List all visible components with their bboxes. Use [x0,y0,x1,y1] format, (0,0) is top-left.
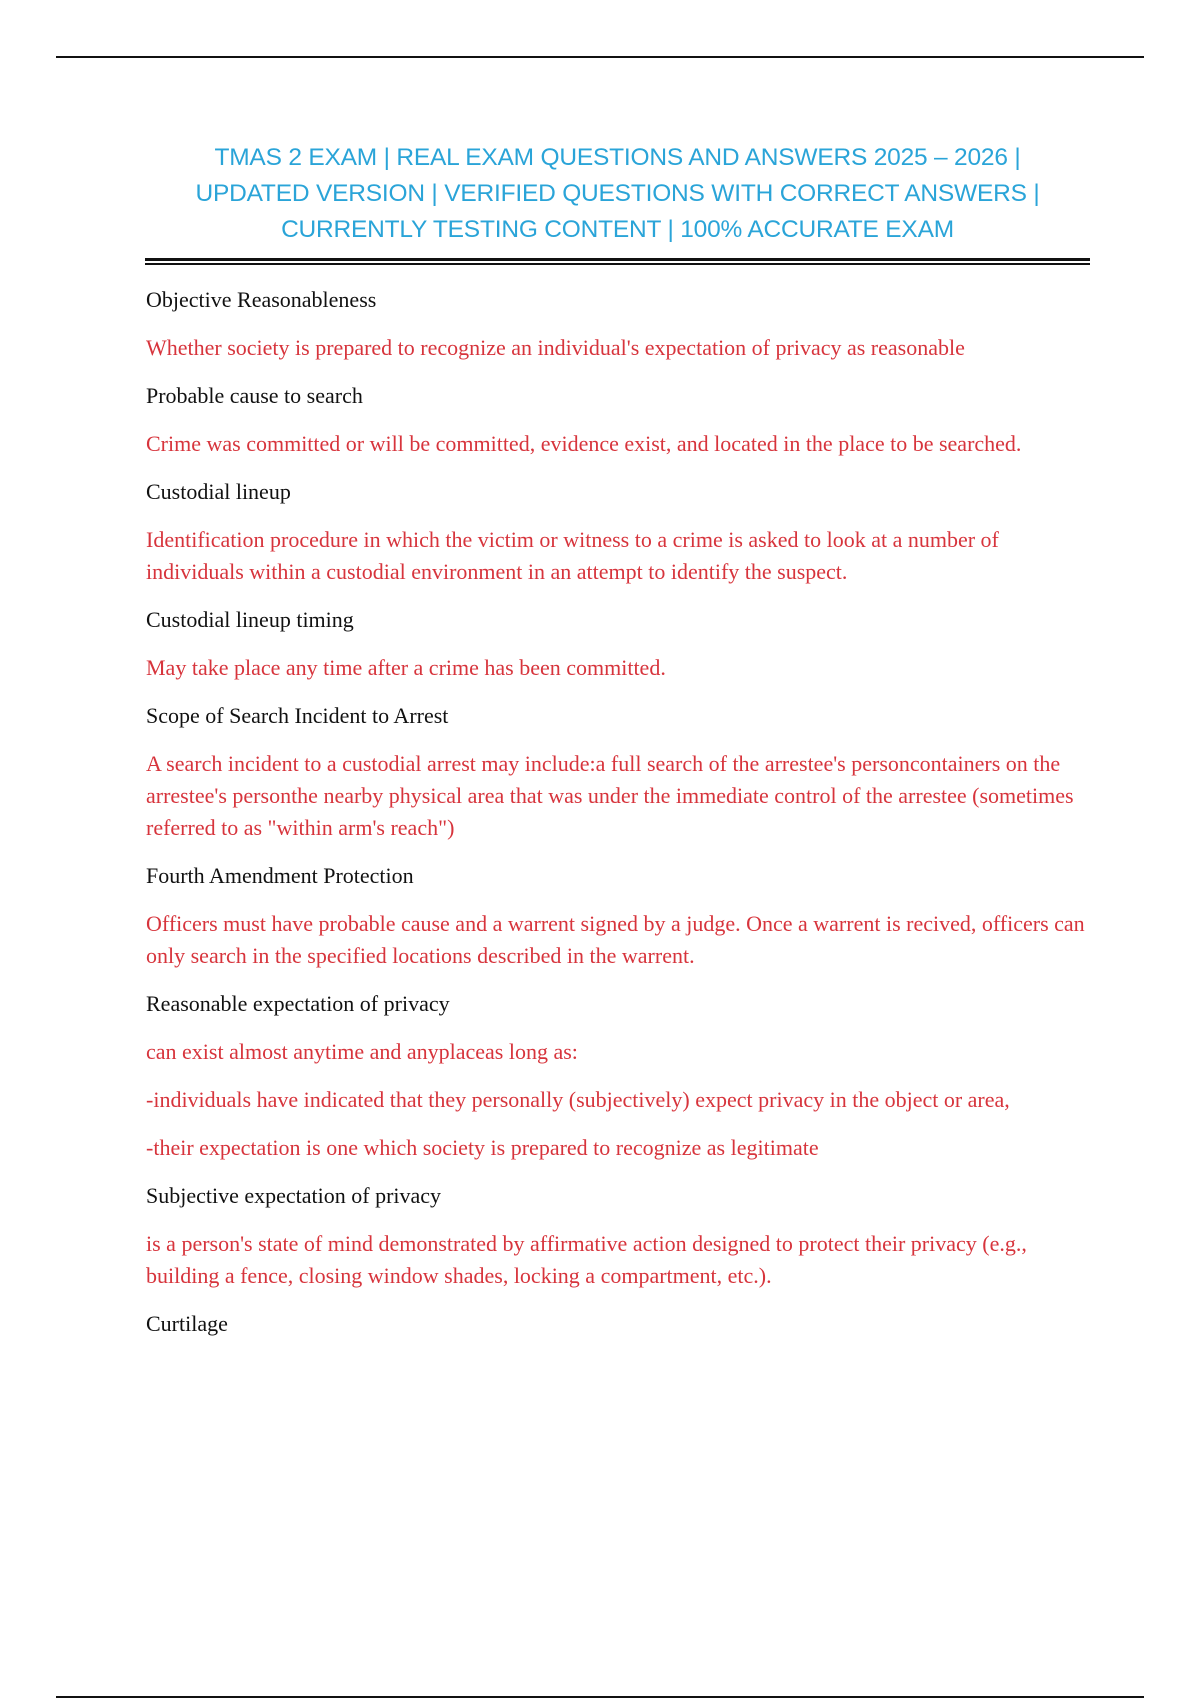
title-line: CURRENTLY TESTING CONTENT | 100% ACCURATE EXAM [281,216,954,243]
question-term: Custodial lineup timing [146,607,354,632]
answer-definition: A search incident to a custodial arrest may include:a full search of the arrestee's personcontainers on the arrestee's personthe nearby physical area that was under the immediate control of the arrestee (sometimes referred to as "within arm's reach") [146,751,1074,840]
title-line: UPDATED VERSION | VERIFIED QUESTIONS WITH CORRECT ANSWERS | [195,180,1040,207]
question-term: Subjective expectation of privacy [146,1183,442,1208]
answer-definition: Crime was committed or will be committed, evidence exist, and located in the place to be searched. [146,431,1022,456]
answer-definition: Identification procedure in which the victim or witness to a crime is asked to look at a number of individuals within a custodial environment in an attempt to identify the suspect. [146,527,999,584]
question-term: Scope of Search Incident to Arrest [146,703,449,728]
page-top-rule [56,56,1144,58]
answer-definition: May take place any time after a crime has been committed. [146,655,666,680]
question-term: Custodial lineup [146,479,291,504]
question-term: Fourth Amendment Protection [146,863,414,888]
answer-definition: is a person's state of mind demonstrated by affirmative action designed to protect their privacy (e.g., building a fence, closing window shades, locking a compartment, etc.). [146,1231,1027,1288]
question-term: Probable cause to search [146,383,363,408]
question-term: Objective Reasonableness [146,287,377,312]
qa-list [146,284,1096,1356]
title-line: TMAS 2 EXAM | REAL EXAM QUESTIONS AND ANSWERS 2025 – 2026 | [214,144,1021,171]
answer-definition: -their expectation is one which society is prepared to recognize as legitimate [146,1135,819,1160]
answer-definition: Whether society is prepared to recognize an individual's expectation of privacy as reasonable [146,335,965,360]
page-bottom-rule [56,1696,1144,1698]
title-divider [145,258,1090,265]
question-term: Reasonable expectation of privacy [146,991,450,1016]
answer-definition: Officers must have probable cause and a warrent signed by a judge. Once a warrent is recived, officers can only search in the specified locations described in the warrent. [146,911,1085,968]
document-title [145,140,1090,248]
answer-definition: -individuals have indicated that they personally (subjectively) expect privacy in the object or area, [146,1087,1010,1112]
question-term: Curtilage [146,1311,228,1336]
answer-definition: can exist almost anytime and anyplaceas long as: [146,1039,578,1064]
